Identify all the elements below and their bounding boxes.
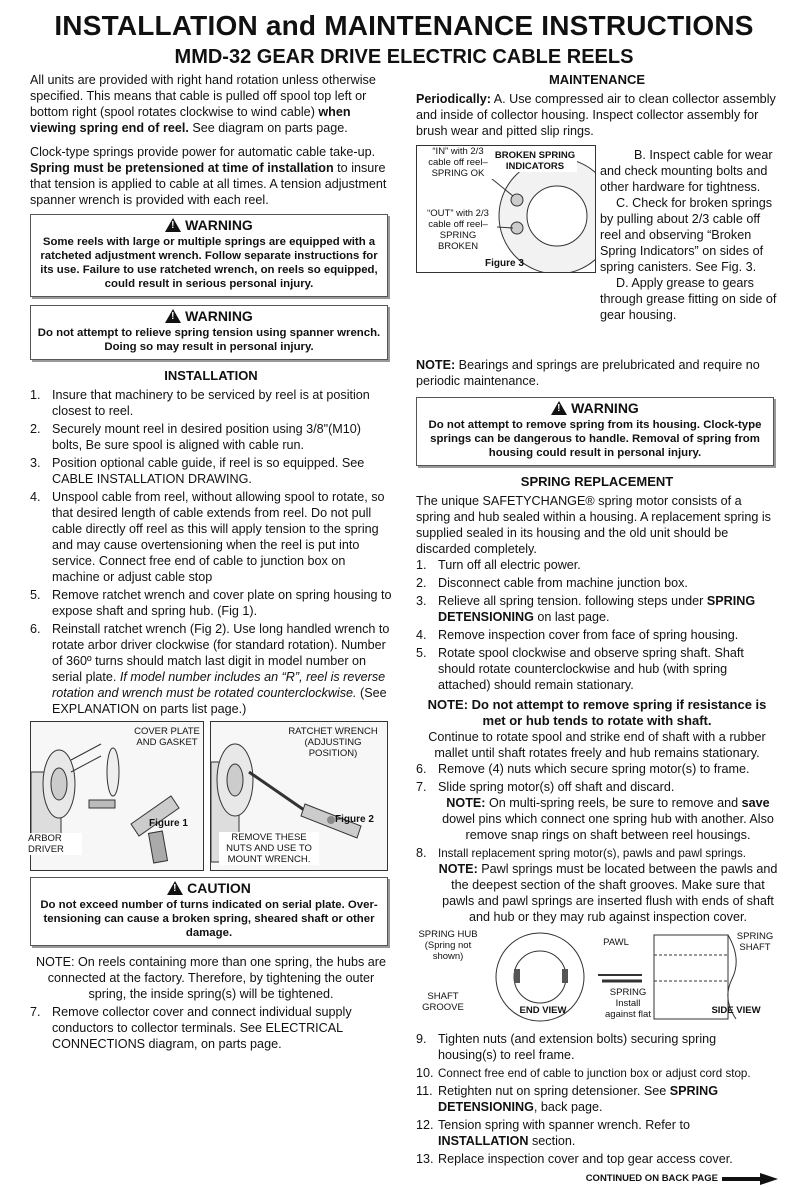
list-item bbox=[416, 575, 778, 591]
step-text: Connect free end of cable to junction box or adjust cord stop. bbox=[438, 1067, 751, 1080]
continued-label: CONTINUED ON BACK PAGE bbox=[585, 1173, 718, 1184]
in-label: “IN” with 2/3 cable off reel– SPRING OK bbox=[421, 146, 495, 179]
figure-3-caption: Figure 3 bbox=[485, 258, 524, 269]
list-item bbox=[416, 645, 778, 693]
list-item bbox=[416, 1151, 778, 1167]
out-label: “OUT” with 2/3 cable off reel– SPRING BROKEN bbox=[419, 208, 497, 252]
step-bold: SPRING DETENSIONING bbox=[438, 594, 756, 624]
spring-replacement-intro: The unique SAFETYCHANGE® spring motor consists of a spring and hub sealed within a housing. A replacement spring is supplied sealed in its housing and the old unit should be discarded completely. bbox=[416, 494, 771, 556]
page-subtitle: MMD-32 GEAR DRIVE ELECTRIC CABLE REELS bbox=[174, 46, 634, 68]
list-item bbox=[30, 387, 392, 419]
shaft-groove-label: SHAFT GROOVE bbox=[422, 991, 464, 1013]
step-number: 8. bbox=[416, 846, 427, 860]
remove-nuts-label: REMOVE THESE NUTS AND USE TO MOUNT WRENCH. bbox=[219, 832, 319, 865]
caution-title: CAUTION bbox=[187, 880, 251, 896]
maintenance-item-b: B. Inspect cable for wear and check mounting bolts and other hardware for tightness. bbox=[600, 148, 773, 194]
step-number: 2. bbox=[30, 422, 41, 436]
pawl-label: PAWL bbox=[603, 937, 629, 948]
intro-paragraph-2 bbox=[30, 144, 392, 208]
fig3-area bbox=[416, 141, 778, 322]
intro2-text: Clock-type springs provide power for automatic cable take-up. bbox=[30, 145, 376, 159]
right-column bbox=[416, 72, 778, 1187]
step-text: Slide spring motor(s) off shaft and discard. bbox=[438, 780, 675, 794]
warning-title: WARNING bbox=[185, 217, 253, 233]
spring-hub-label: SPRING HUB (Spring not shown) bbox=[418, 929, 478, 962]
list-item bbox=[30, 421, 392, 453]
warning-icon bbox=[165, 309, 181, 323]
warning-title: WARNING bbox=[185, 308, 253, 324]
page-title: INSTALLATION and MAINTENANCE INSTRUCTIONS bbox=[54, 10, 754, 41]
step-number: 13. bbox=[416, 1152, 434, 1166]
list-item bbox=[416, 1065, 778, 1081]
list-item bbox=[30, 587, 392, 619]
step-number: 12. bbox=[416, 1118, 434, 1132]
step-text: Remove inspection cover from face of spring housing. bbox=[438, 628, 739, 642]
continued-footer bbox=[416, 1171, 778, 1187]
list-item bbox=[416, 779, 778, 843]
intro1-tail: See diagram on parts page. bbox=[188, 121, 348, 135]
cover-plate-label: COVER PLATE AND GASKET bbox=[134, 726, 200, 748]
intro-paragraph-1 bbox=[30, 72, 392, 136]
note-text: Bearings and springs are prelubricated and require no periodic maintenance. bbox=[416, 358, 760, 388]
step-number: 4. bbox=[30, 490, 41, 504]
left-column bbox=[30, 72, 392, 1054]
list-item bbox=[30, 621, 392, 717]
step-text: Turn off all electric power. bbox=[438, 558, 581, 572]
step-text: Tighten nuts (and extension bolts) securing spring housing(s) to reel frame. bbox=[438, 1032, 717, 1062]
step-text: Disconnect cable from machine junction box. bbox=[438, 576, 688, 590]
step-text: Position optional cable guide, if reel is so equipped. See CABLE INSTALLATION DRAWING. bbox=[52, 456, 365, 486]
step-number: 6. bbox=[416, 762, 427, 776]
figure-1-caption: Figure 1 bbox=[149, 818, 188, 829]
intro2-tail: to insure that tension is applied to cable at all times. A tension adjustment spanner wrench is provided with each reel. bbox=[30, 161, 387, 207]
step-number: 5. bbox=[416, 646, 427, 660]
ratchet-wrench-label: RATCHET WRENCH (ADJUSTING POSITION) bbox=[288, 726, 378, 759]
maintenance-item-a: A. Use compressed air to clean collector assembly and inside of collector housing. Inspect collector assembly for brush wear and pitted slip rings. bbox=[416, 92, 776, 138]
warning-text: Do not attempt to relieve spring tension using spanner wrench. Doing so may result in personal injury. bbox=[37, 327, 381, 353]
step-7-note bbox=[438, 795, 778, 843]
step-text: Unspool cable from reel, without allowing spool to rotate, so that desired length of cable extends from reel. Do not pull cable directly off reel as this will apply tension to the spring and may cause overtensioning when the reel is put into service. Connect free end of cable to junction box on machine or adjust cable stop bbox=[52, 490, 385, 584]
maintenance-item-d: D. Apply grease to gears through grease fitting on side of gear housing. bbox=[600, 276, 777, 322]
step-number: 2. bbox=[416, 576, 427, 590]
replacement-steps-2 bbox=[416, 761, 778, 925]
list-item bbox=[416, 1117, 778, 1149]
warning-icon bbox=[551, 401, 567, 415]
step-number: 1. bbox=[30, 388, 41, 402]
step-number: 7. bbox=[30, 1005, 41, 1019]
list-item bbox=[416, 557, 778, 573]
note-tail: dowel pins which connect one spring hub with another. Also remove snap rings on shaft between reel housings. bbox=[442, 812, 774, 842]
step-tail: on last page. bbox=[533, 610, 610, 624]
caution-box bbox=[30, 877, 388, 946]
step-number: 6. bbox=[30, 622, 41, 636]
step-tail: (See EXPLANATION on parts list page.) bbox=[52, 686, 387, 716]
list-item bbox=[416, 627, 778, 643]
step-bold: SPRING DETENSIONING bbox=[438, 1084, 719, 1114]
step-number: 9. bbox=[416, 1032, 427, 1046]
caution-icon bbox=[167, 881, 183, 895]
step-tail: , back page. bbox=[533, 1100, 603, 1114]
warning-text: Do not attempt to remove spring from its housing. Clock-type springs can be dangerous to handle. Removal of spring from housing could result in personal injury. bbox=[428, 419, 762, 459]
save-bold: save bbox=[741, 796, 770, 810]
step-text: Remove collector cover and connect individual supply conductors to collector terminals. See ELECTRICAL CONNECTIONS diagram, on parts page. bbox=[52, 1005, 352, 1051]
installation-steps bbox=[30, 387, 392, 717]
step-8-note bbox=[438, 861, 778, 925]
warning-title: WARNING bbox=[571, 400, 639, 416]
note-text: Pawl springs must be located between the pawls and the deepest section of the shaft grooves. Make sure that pawls and pawl springs are inserted flush with ends of shaft and hub or they may rub against inspection cover. bbox=[442, 862, 778, 924]
figure-3 bbox=[416, 145, 596, 273]
side-view-label: SIDE VIEW bbox=[711, 1005, 761, 1016]
intro1-text: All units are provided with right hand rotation unless otherwise specified. This means that cable is pulled off spool top left or bottom right (spool rotates clockwise to wind cable) bbox=[30, 73, 376, 119]
list-item bbox=[416, 593, 778, 625]
step-text: Install replacement spring motor(s), pawls and pawl springs. bbox=[438, 847, 747, 860]
step-number: 10. bbox=[416, 1066, 434, 1080]
warning-icon bbox=[165, 218, 181, 232]
installation-steps-continued bbox=[30, 1004, 392, 1052]
replacement-steps bbox=[416, 557, 778, 693]
list-item bbox=[30, 489, 392, 585]
step-number: 4. bbox=[416, 628, 427, 642]
list-item bbox=[416, 845, 778, 925]
step-text: Insure that machinery to be serviced by reel is at position closest to reel. bbox=[52, 388, 370, 418]
step-text: Reinstall ratchet wrench (Fig 2). Use long handled wrench to rotate arbor driver clockwise (for standard rotation). Number of 360º turns should match last digit in model number on serial plate. bbox=[52, 622, 390, 684]
caution-text: Do not exceed number of turns indicated on serial plate. Over-tensioning can cause a broken spring, sheared shaft or other damage. bbox=[40, 899, 378, 939]
note-label: NOTE: bbox=[446, 796, 486, 810]
step-text: Replace inspection cover and top gear access cover. bbox=[438, 1152, 733, 1166]
end-view-label: END VIEW bbox=[519, 1005, 567, 1016]
note-label: NOTE: bbox=[438, 862, 478, 876]
figure-4 bbox=[416, 929, 778, 1027]
figure-2-caption: Figure 2 bbox=[335, 814, 374, 825]
installation-heading: INSTALLATION bbox=[164, 368, 258, 383]
list-item bbox=[416, 1083, 778, 1115]
intro2-bold: Spring must be pretensioned at time of installation bbox=[30, 161, 334, 175]
step-number: 3. bbox=[416, 594, 427, 608]
list-item bbox=[416, 761, 778, 777]
warning-box-ratchet bbox=[30, 214, 388, 297]
list-item bbox=[30, 455, 392, 487]
step-number: 3. bbox=[30, 456, 41, 470]
replacement-steps-3 bbox=[416, 1031, 778, 1167]
step-tail: section. bbox=[528, 1134, 576, 1148]
figures-1-2 bbox=[30, 721, 392, 871]
step-text: Tension spring with spanner wrench. Refer to bbox=[438, 1118, 691, 1132]
step-number: 11. bbox=[416, 1084, 433, 1098]
step-number: 5. bbox=[30, 588, 41, 602]
step-text: Rotate spool clockwise and observe spring shaft. Shaft should rotate counterclockwise and hub (with spring attached) should remain stationary. bbox=[438, 646, 744, 692]
note-label: NOTE: bbox=[416, 358, 456, 372]
step-bold: INSTALLATION bbox=[438, 1134, 529, 1148]
periodically-label: Periodically: bbox=[416, 92, 491, 106]
step-text: Relieve all spring tension. following steps under bbox=[438, 594, 707, 608]
arrow-right-icon bbox=[722, 1173, 778, 1185]
indicators-label: BROKEN SPRING INDICATORS bbox=[494, 150, 576, 172]
list-item bbox=[30, 1004, 392, 1052]
warning-box-housing bbox=[416, 397, 774, 466]
intro1-bold: when viewing spring end of reel. bbox=[30, 105, 351, 135]
warning-box-spanner bbox=[30, 305, 388, 360]
maintenance-note bbox=[416, 357, 778, 389]
step-text: Remove (4) nuts which secure spring motor(s) to frame. bbox=[438, 762, 750, 776]
maintenance-heading: MAINTENANCE bbox=[548, 72, 646, 87]
spring-install-label: SPRING Install against flat bbox=[605, 987, 651, 1020]
step-text: Retighten nut on spring detensioner. See bbox=[438, 1084, 670, 1098]
resistance-note: NOTE: Do not attempt to remove spring if resistance is met or hub tends to rotate with shaft. bbox=[427, 697, 767, 728]
continue-rotate-text: Continue to rotate spool and strike end of shaft with a rubber mallet until shaft rotates freely and hub remains stationary. bbox=[428, 730, 766, 760]
step-number: 1. bbox=[416, 558, 427, 572]
maintenance-item-c: C. Check for broken springs by pulling about 2/3 cable off reel and observing “Broken Spring Indicators” on sides of spring canisters. See Fig. 3. bbox=[600, 196, 773, 274]
spring-replacement-heading: SPRING REPLACEMENT bbox=[520, 474, 674, 489]
warning-text: Some reels with large or multiple springs are equipped with a ratcheted adjustment wrench. Follow separate instructions for its use. Failure to use ratcheted wrench, on reels so equipped, could result in serious personal injury. bbox=[40, 236, 378, 290]
step-italic: If model number includes an “R”, reel is reverse rotation and wrench must be rotated counterclockwise. bbox=[52, 670, 386, 700]
step-text: Remove ratchet wrench and cover plate on spring housing to expose shaft and spring hub. (Fig 1). bbox=[52, 588, 392, 618]
spring-shaft-label: SPRING SHAFT bbox=[736, 931, 774, 953]
arbor-driver-label: ARBOR DRIVER bbox=[28, 833, 82, 855]
maintenance-paragraph bbox=[416, 91, 778, 139]
list-item bbox=[416, 1031, 778, 1063]
maintenance-items-bcd bbox=[600, 147, 778, 323]
step-number: 7. bbox=[416, 780, 427, 794]
step-text: Securely mount reel in desired position using 3/8"(M10) bolts, Be sure spool is aligned with cable run. bbox=[52, 422, 361, 452]
multi-spring-note: NOTE: On reels containing more than one spring, the hubs are connected at the factory. Therefore, by tightening the outer spring, the inside spring(s) will be tightened. bbox=[35, 955, 387, 1001]
note-text: On multi-spring reels, be sure to remove and bbox=[485, 796, 742, 810]
figure-2 bbox=[210, 721, 388, 871]
